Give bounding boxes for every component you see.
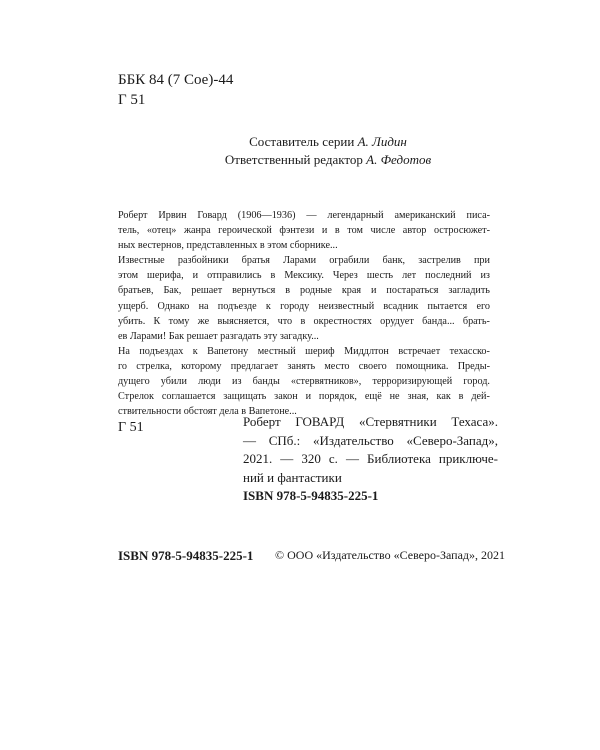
annotation-text	[118, 208, 490, 419]
editor-line	[213, 151, 443, 169]
credits-block	[213, 133, 443, 169]
text-line: Известные разбойники братья Ларами ограбили банк, застрелив при	[118, 255, 490, 267]
text-line: убить. К тому же выясняется, что в окрестностях орудует банда... брать-	[118, 315, 490, 327]
text-line: дущего убили люди из банды «стервятников», терроризирующей город.	[118, 376, 490, 388]
series-compiler-line	[213, 133, 443, 151]
editor-label: Ответственный редактор	[224, 152, 363, 167]
text-line: 2021. — 320 с. — Библиотека приключе-	[243, 451, 498, 466]
compiler-label: Составитель серии	[249, 134, 355, 149]
text-line: — СПб.: «Издательство «Северо-Запад»,	[243, 432, 498, 448]
text-line: Стрелок соглашается защищать закон и порядок, ещё не зная, как в дей-	[118, 391, 490, 403]
bbk-index: ББК 84 (7 Сое)-44	[118, 72, 234, 88]
footer-isbn: ISBN 978-5-94835-225-1	[118, 548, 254, 563]
author-mark: Г 51	[118, 92, 146, 108]
catalog-isbn: ISBN 978-5-94835-225-1	[243, 488, 379, 503]
text-line: тель, «отец» жанра героической фэнтези и в том числе автор остросюжет-	[118, 225, 490, 237]
copyright-notice: © ООО «Издательство «Северо-Запад», 2021	[275, 548, 506, 562]
text-line: го стрелка, которому предлагает занять место своего помощника. Преды-	[118, 360, 490, 372]
text-line: ных вестернов, представленных в этом сборнике...	[118, 240, 338, 252]
bbk-block	[118, 70, 233, 110]
text-line: ствительности обстоят дела в Вапетоне...	[118, 406, 297, 418]
compiler-name: А. Лидин	[357, 134, 407, 149]
text-line: На подъездах к Вапетону местный шериф Миддлтон встречает техасско-	[118, 345, 490, 357]
text-line: этом шерифа, и отправились в Мексику. Через шесть лет последний из	[118, 270, 490, 282]
editor-name: А. Федотов	[366, 152, 432, 167]
catalog-author-mark: Г 51	[118, 420, 144, 435]
catalog-card	[243, 413, 498, 506]
text-line: ущерб. Однако на подъезде к городу неизвестный всадник пытается его	[118, 300, 490, 312]
text-line: братьев, Бак, решает вернуться в родные края и постараться загладить	[118, 285, 490, 297]
text-line: ний и фантастики	[243, 469, 342, 485]
text-line: ев Ларами! Бак решает разгадать эту загадку...	[118, 330, 319, 342]
text-line: Роберт ГОВАРД «Стервятники Техаса».	[243, 414, 498, 429]
text-line: Роберт Ирвин Говард (1906—1936) — легендарный американский писа-	[118, 210, 490, 221]
